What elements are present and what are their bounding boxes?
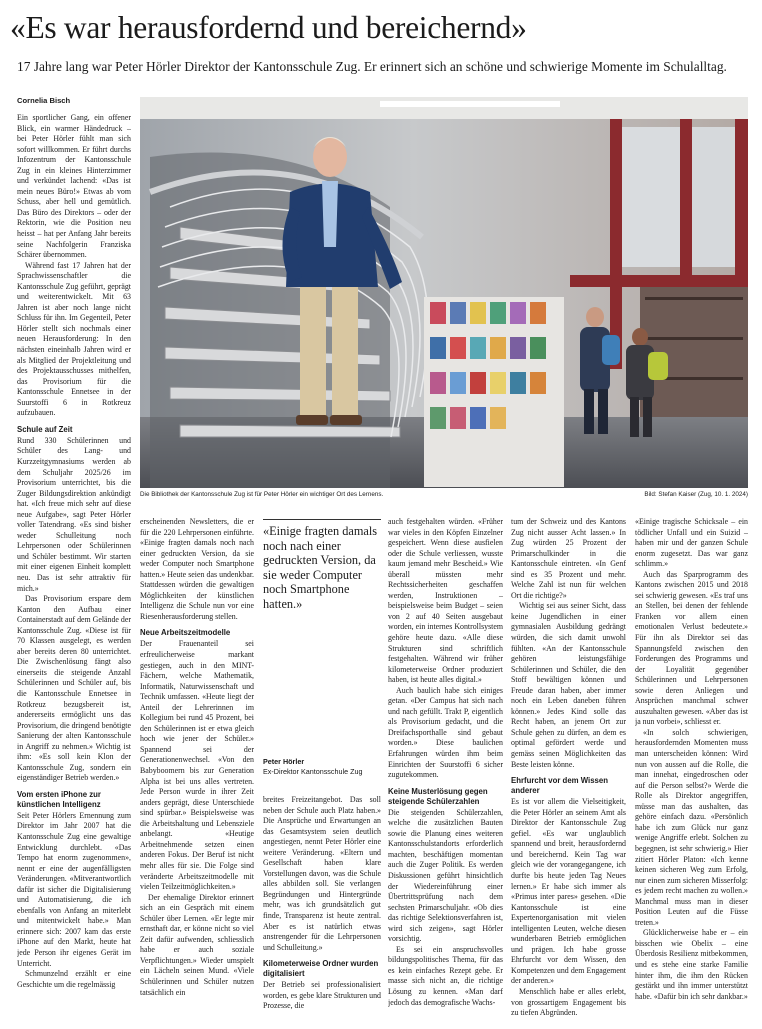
paragraph: Der ehemalige Direktor erinnert sich an ein Gespräch mit einem Schüler über Lernen. «Er legte mir ernsthaft dar, er könne nicht so viel Zeit dafür aufwenden, schliesslich habe er auch soziale Verpflichtungen.» Wieder umspielt ein Lächeln seinen Mund. «Viele Schülerinnen und Schüler nutzen tatsächlich ein: [140, 892, 254, 997]
pullquote: «Einige fragten damals noch nach einer gedruckten Version, da sie weder Computer noch Smartphone hatten.»: [263, 524, 378, 611]
pullquote-attribution: [263, 757, 381, 776]
article-column-1: [17, 113, 131, 1027]
paragraph: tum der Schweiz und des Kantons Zug nicht ausser Acht lassen.» In Zug würden 25 Prozent der Primarschulkinder in die Kantonsschule eintreten. «In Genf sind es 35 Prozent und mehr. Welche Zahl ist nun für welchen Ort die richtige?»: [511, 517, 626, 600]
paragraph: Der Frauenanteil sei erfreulicherweise markant gestiegen, auch in den MINT-Fächern, welche Mathematik, Informatik, Naturwissenschaft und Technik umfassen. «Heute liegt der Anteil der Lehrerinnen im Kollegium bei rund 45 Prozent, bei den Schülerinnen ist er etwa gleich hoch wie jener der Schüler.» Spannend sei der Generationenwechsel. «Von den Babyboomern bis zur Generation Alpha ist bei uns alles vertreten. Jede Person wurde in ihrer Zeit anders geprägt, diese Unterschiede sind spürbar.» Beispielsweise was die Arbeitshaltung und Lebensziele anbelangt. «Heutige Arbeitnehmende setzen einen anderen Fokus. Der Beruf ist nicht mehr alles für sie. Die Folge sind veränderte Arbeitszeitmodelle mit vielen Teilzeitmöglichkeiten.»: [140, 639, 254, 892]
paragraph: Auch das Sparprogramm des Kantons zwischen 2015 und 2018 sei schwierig gewesen. «Es traf uns an Stellen, bei denen der fehlende Franken vor allem einen emotionalen Verlust bedeutete.» Für ihn als Direktor sei das Spannungsfeld zwischen den Forderungen des Programms und der Loyalität gegenüber Schülerinnen und Lehrpersonen sowie deren Anliegen und Ansprüchen manchmal schwer auszuhalten gewesen. «Aber das ist ja nun vorbei», schliesst er.: [635, 569, 748, 727]
subheading: Keine Musterlösung gegen steigende Schülerzahlen: [388, 786, 488, 806]
photo-credit: Bild: Stefan Kaiser (Zug, 10. 1. 2024): [644, 491, 748, 498]
paragraph: Glücklicherweise habe er – ein bisschen wie Obelix – eine Überdosis Resilienz mitbekommen, und es stehe eine starke Familie hinter ihm, die ihm den Rücken gestärkt und ihn immer unterstützt habe. «Dafür bin ich sehr dankbar.»: [635, 928, 748, 1001]
author-byline: Cornelia Bisch: [17, 96, 71, 105]
photo-illustration: [140, 97, 748, 488]
paragraph: Wichtig sei aus seiner Sicht, dass keine Jugendlichen in einer gymnasialen Ausbildung gedrängt würden, die sich damit unwohl fühlten. «An der Kantonsschule gehören leistungsfähige Schülerinnen und Schüler, die den Stoff bewältigen können und Freude daran haben, aber immer noch ein Leben daneben führen können.» Jedes Kind solle das Recht haben, an jenem Ort zur Schule gehen zu dürfen, an dem es optimal gefördert werde und gemäss seinen Möglichkeiten das Beste leisten könne.: [511, 601, 626, 769]
paragraph: «Einige tragische Schicksale – ein tödlicher Unfall und ein Suizid – haben mir und der ganzen Schule enorm zugesetzt. Das war ganz schlimm.»: [635, 517, 748, 569]
library-photo: [140, 97, 748, 488]
subheading: Ehrfurcht vor dem Wissen anderer: [511, 776, 608, 796]
caption-text: Die Bibliothek der Kantonsschule Zug ist für Peter Hörler ein wichtiger Ort des Lernens.: [140, 491, 384, 498]
paragraph: Es sei ein anspruchsvolles bildungspolitisches Thema, für das es kein einfaches Rezept gebe. Er masse sich nicht an, die richtige Lösung zu kennen. «Man darf jedoch das demografische Wachs-: [388, 944, 503, 1007]
paragraph: Das Provisorium erspare dem Kanton den Aufbau einer Containerstadt auf dem Gelände der Kantonsschule Zug. «Diese ist für 70 Klassen ausgelegt, es werden aber bereits deren 80 unterrichtet. Die Zwischenlösung fängt also einerseits die steigende Anzahl Schülerinnen und Schüler auf, bis die Kantonsschule Ennetsee in Rotkreuz bezugsbereit ist, andererseits ermöglicht uns das Provisorium, die dringend benötigte Sanierung der alten Kantonsschule in Angriff zu nehmen.» Wichtig ist ihm: «Es soll kein Klon der Kantonsschule Zug, sondern ein eigenständiger Betrieb werden.»: [17, 594, 131, 783]
subheading: Neue Arbeitszeitmodelle: [140, 628, 231, 638]
paragraph: Ein sportlicher Gang, ein offener Blick, ein warmer Händedruck – bei Peter Hörler fühlt man sich sofort willkommen. Er führt durchs Infozentrum der Kantonsschule Zug in ein kleines Hinterzimmer und verkündet lachend: «Das ist mein neues Büro!» Etwas ab vom Schuss, aber hell und gemütlich. Das Büro des Direktors – oder der Rektorin, wie die Position neu heisst – hat per Anfang Jahr bereits seine Nachfolgerin Franziska Schärer übernommen.: [17, 113, 131, 260]
article-column-6: [635, 517, 748, 1027]
subheading: Kilometerweise Ordner wurden digitalisiert: [263, 959, 379, 979]
paragraph: Auch baulich habe sich einiges getan. «Der Campus hat sich nach und nach gefüllt. Trakt P, eigentlich als Provisorium gedacht, und die Dreifachsporthalle sind gebaut worden.» Diese baulichen Erfahrungen würden ihm beim Einrichten der Suurstoffi 6 sicher zugutekommen.: [388, 685, 503, 780]
photo-caption: [140, 490, 748, 499]
paragraph: breites Freizeitangebot. Das soll neben der Schule auch Platz haben.» Die Ansprüche und Erwartungen an das Gesamtsystem seien deutlich angestiegen, nennt Peter Hörler eine weitere Veränderung. «Eltern und Gesellschaft haben klare Vorstellungen davon, was die Schule alles abbilden soll. Sie verlangen Begründungen und Hintergründe mehr, was ich grundsätzlich gut finde, Transparenz ist heute zentral. Aber es ist natürlich etwas anstrengender für die Lehrpersonen und Schulleitung.»: [263, 795, 381, 952]
article-column-3: [263, 795, 381, 1027]
paragraph: Menschlich habe er alles erlebt, von grossartigem Engagement bis zu tiefen Abgründen.: [511, 986, 626, 1018]
article-column-5: [511, 517, 626, 1027]
paragraph: auch festgehalten würden. «Früher war vieles in den Köpfen Einzelner gespeichert. Wenn diese ausfielen oder die Schule verliessen, wusste kaum jemand mehr Bescheid.» Wie überall müssten mehr Rechtssicherheiten geschaffen werden, Instruktionen – beispielsweise beim Budget – seien von 2 auf 40 Seiten ausgebaut worden, ein internes Kontrollsystem gehöre heute dazu. «Alle diese Strukturen sind schriftlich festgehalten. Während wir früher kilometerweise Ordner produziert haben, ist heute alles digital.»: [388, 517, 503, 685]
headline: «Es war herausfordernd und bereichernd»: [10, 10, 527, 45]
article-column-4: [388, 517, 503, 1027]
subheading: Vom ersten iPhone zur künstlichen Intelligenz: [17, 789, 101, 809]
paragraph: Es ist vor allem die Vielseitigkeit, die Peter Hörler an seinem Amt als Direktor der Kantonsschule Zug gefiel. «Es war unglaublich spannend und breit, herausfordernd und bereichernd. Kein Tag war gleich wie der vorangegangene, ich durfte bis heute jeden Tag Neues lernen.» Er habe sich immer als «Primus inter pares» gesehen. «Die Kantonsschule ist eine Expertenorganisation mit vielen intelligenten Leuten, welche diesen wunderbaren Betrieb ermöglichen und prägen. Ich habe grosse Ehrfurcht vor dem Wissen, den Kompetenzen und dem Engagement der anderen.»: [511, 797, 626, 986]
paragraph: Rund 330 Schülerinnen und Schüler des Lang- und Kurzzeitgymnasiums werden ab dem Schuljahr 2025/26 im Provisorium unterrichtet, bis die Zuger Bildungsdirektion ankündigt hat. «Ich freue mich sehr auf diese neue Aufgabe», sagt Peter Hörler voller Tatendrang. «Es sind bisher weder Schulleitung noch Lehrpersonen oder Schülerinnen und Schüler bestimmt. Wir starten mit einer eigenen Einheit komplett neu. Das ist sehr attraktiv für mich.»: [17, 435, 131, 593]
paragraph: erscheinenden Newsletters, die er für die 220 Lehrpersonen einführte. «Einige fragten damals noch nach einer gedruckten Version, da sie weder Computer noch Smartphone hatten.» Heute seien das undenkbar. Stattdessen würden die gewaltigen Möglichkeiten der künstlichen Intelligenz die Schule nun vor eine Riesenherausforderung stellen.: [140, 517, 254, 621]
pullquote-role: Ex-Direktor Kantonsschule Zug: [263, 766, 363, 776]
paragraph: «In solch schwierigen, herausfordernden Momenten muss man unterscheiden können: Wird nun von aussen auf die Rolle, die man innehat, eingedroschen oder auf die Person selbst?» Werde die Rolle als Direktor angegriffen, müsse man das aushalten, das gehöre einfach dazu. «Persönlich habe ich zum Glück nur ganz wenige Angriffe erlebt. Solchen zu begegnen, ist sehr schwierig.» Hier zitiert Hörler Platon: «Ich kenne keinen sicheren Weg zum Erfolg, nur einen zum sicheren Misserfolg: es jedem recht machen zu wollen.» Manchmal muss man in dieser Position Leuten auf die Füsse treten.»: [635, 727, 748, 927]
subheading: Schule auf Zeit: [17, 424, 73, 434]
paragraph: Der Betrieb sei professionalisiert worden, es gebe klare Strukturen und Prozesse, die: [263, 980, 381, 1011]
paragraph: Schmunzelnd erzählt er eine Geschichte um die regelmässig: [17, 969, 131, 989]
lead-text: 17 Jahre lang war Peter Hörler Direktor der Kantonsschule Zug. Er erinnert sich an schöne und schwierige Momente im Schulalltag.: [17, 59, 727, 74]
paragraph: Die steigenden Schülerzahlen, welche die zusätzlichen Bauten sowie die Planung eines weiteren Kantonsschulstandorts erforderlich machten, beschäftigen momentan auch die Zuger Politik. Es werden Diskussionen geführt hinsichtlich der Wiedereinführung einer Übertrittsprüfung nach dem sechsten Primarschuljahr. «Ob dies das richtige Selektionsverfahren ist, wird sich zeigen», sagt Hörler vorsichtig.: [388, 807, 503, 944]
paragraph: Während fast 17 Jahren hat der Sprachwissenschaftler die Kantonsschule Zug geführt, geprägt und weiterentwickelt. Mit 63 Jahren ist aber noch lange nicht Schluss für ihn. Im Gegenteil, Peter Hörler stellt sich nochmals einer neuen Herausforderung: In den nächsten eineinhalb Jahren wird er als Mitglied der Projektleitung und des Projektausschusses mithelfen, das Provisorium für die Kantonsschule Ennetsee in der Suurstoffi 6 in Rotkreuz aufzubauen.: [17, 260, 131, 418]
paragraph: Seit Peter Hörlers Ernennung zum Direktor im Jahr 2007 hat die Kantonsschule Zug eine gewaltige Entwicklung durchlebt. «Das Tempo hat enorm zugenommen», nennt er eine der augenfälligsten Veränderungen. «Mitverantwortlich dafür ist sicher die Digitalisierung und Automatisierung, die ich ebenfalls von Anfang an miterlebt und mitentwickelt habe.» Man erinnere sich: 2007 kam das erste iPhone auf den Markt, heute hat jede Person ihr eigenes Gerät im Unterricht.: [17, 810, 131, 968]
pullquote-name: Peter Hörler: [263, 757, 305, 766]
pullquote-rule: [263, 519, 381, 520]
article-column-2: [140, 517, 254, 1027]
